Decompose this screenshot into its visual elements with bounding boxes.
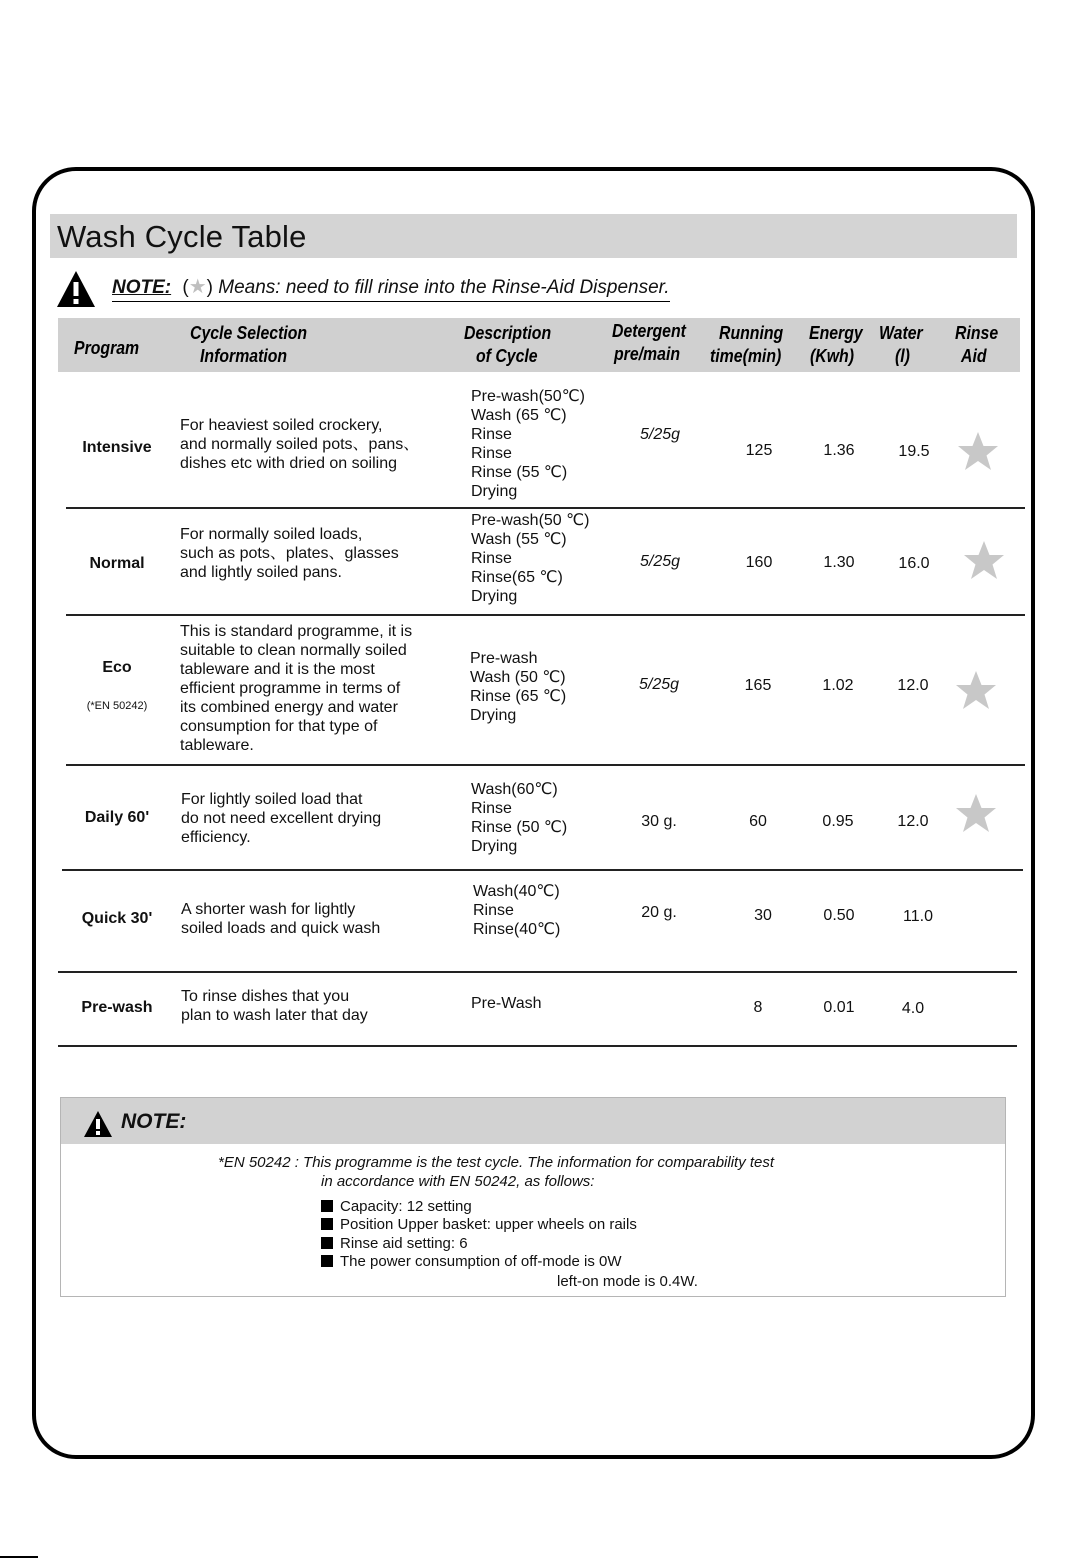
- desc-line: Drying: [471, 838, 518, 855]
- energy: 0.95: [822, 813, 854, 830]
- desc-line: Rinse (50 ℃): [471, 819, 568, 836]
- row-divider: [66, 507, 1025, 509]
- header-running-2: time(min): [710, 346, 782, 366]
- note-paren-open: (: [182, 277, 189, 298]
- note-bullet: [321, 1198, 472, 1215]
- program-name: Quick 30': [81, 910, 153, 927]
- program-name: Daily 60': [84, 809, 150, 826]
- energy: 0.01: [823, 999, 855, 1016]
- cycle-info: [180, 525, 399, 582]
- desc-line: Rinse: [471, 445, 512, 462]
- desc-line: Rinse (55 ℃): [471, 464, 568, 481]
- program-name: Pre-wash: [81, 999, 153, 1016]
- note-bullet: [321, 1216, 637, 1233]
- detergent: 30 g.: [641, 813, 677, 830]
- header-energy-2: (Kwh): [810, 346, 854, 366]
- cycle-info: [181, 900, 380, 938]
- cycle-description: [473, 882, 560, 939]
- info-line: suitable to clean normally soiled: [180, 642, 407, 659]
- running-time: 8: [753, 999, 763, 1016]
- program-name: Normal: [89, 555, 145, 572]
- note-bullet: [321, 1235, 468, 1252]
- info-line: and lightly soiled pans.: [180, 564, 342, 581]
- desc-line: Rinse: [471, 800, 512, 817]
- cycle-info: [180, 622, 412, 755]
- bullet-text: Rinse aid setting: 6: [340, 1235, 468, 1252]
- header-detergent-1: Detergent: [612, 321, 686, 341]
- desc-line: Drying: [470, 707, 517, 724]
- desc-line: Wash (55 ℃): [471, 531, 567, 548]
- desc-line: Rinse (65 ℃): [470, 688, 567, 705]
- header-running-1: Running: [719, 323, 784, 343]
- bullet-square-icon: [321, 1200, 333, 1212]
- desc-line: Rinse(40℃): [473, 921, 561, 938]
- info-line: consumption for that type of: [180, 718, 378, 735]
- note-bullet: [321, 1253, 622, 1270]
- bullet-square-icon: [321, 1218, 333, 1230]
- info-line: its combined energy and water: [180, 699, 398, 716]
- cycle-description: [471, 511, 589, 606]
- bullet-text: Capacity: 12 setting: [340, 1198, 472, 1215]
- water: 12.0: [897, 813, 929, 830]
- row-divider: [66, 614, 1025, 616]
- star-icon: ★: [188, 276, 207, 298]
- detergent: 5/25g: [639, 553, 681, 570]
- header-energy-1: Energy: [809, 323, 863, 343]
- note-box-header: [61, 1098, 1005, 1144]
- header-program: Program: [74, 338, 140, 358]
- desc-line: Wash(40℃): [473, 883, 560, 900]
- bullet-square-icon: [321, 1255, 333, 1267]
- water: 16.0: [898, 555, 930, 572]
- cycle-description: [471, 994, 542, 1013]
- running-time: 160: [745, 554, 773, 571]
- info-line: tableware and it is the most: [180, 661, 375, 678]
- row-divider: [66, 764, 1025, 766]
- rinse-aid-star-icon: [956, 430, 1000, 474]
- note-line-1: *EN 50242 : This programme is the test cycle. The information for comparability test: [218, 1154, 775, 1171]
- info-line: efficiency.: [181, 829, 251, 846]
- energy: 1.30: [823, 554, 855, 571]
- desc-line: Pre-wash(50 ℃): [471, 512, 590, 529]
- desc-line: Pre-wash: [470, 650, 538, 667]
- header-water-1: Water: [879, 323, 923, 343]
- desc-line: Rinse: [471, 550, 512, 567]
- note-description: Means: need to fill rinse into the Rinse-Aid Dispenser.: [218, 277, 670, 298]
- energy: 1.36: [823, 442, 855, 459]
- info-line: tableware.: [180, 737, 254, 754]
- warning-icon: [83, 1110, 113, 1138]
- info-line: To rinse dishes that you: [181, 988, 350, 1005]
- rinse-aid-star-icon: [954, 792, 998, 836]
- bullet-text: Position Upper basket: upper wheels on rails: [340, 1216, 637, 1233]
- info-line: This is standard programme, it is: [180, 623, 413, 640]
- info-line: and normally soiled pots、pans、: [180, 436, 420, 453]
- water: 11.0: [903, 908, 933, 925]
- energy: 1.02: [822, 677, 854, 694]
- header-desc-1: Description: [464, 323, 552, 343]
- info-line: soiled loads and quick wash: [181, 920, 381, 937]
- rinse-aid-note: [56, 268, 736, 310]
- page-title: Wash Cycle Table: [57, 219, 307, 254]
- water: 4.0: [901, 1000, 925, 1017]
- note-line-2: in accordance with EN 50242, as follows:: [321, 1173, 595, 1190]
- table-header: [58, 318, 1020, 372]
- desc-line: Wash (50 ℃): [470, 669, 566, 686]
- info-line: For lightly soiled load that: [181, 791, 363, 808]
- info-line: efficient programme in terms of: [180, 680, 401, 697]
- header-detergent-2: pre/main: [614, 344, 681, 364]
- desc-line: Pre-wash(50℃): [471, 388, 585, 405]
- page-edge-mark: [0, 1556, 38, 1558]
- water: 19.5: [898, 443, 930, 460]
- info-line: dishes etc with dried on soiling: [180, 455, 398, 472]
- note-paren-close: ): [206, 277, 213, 298]
- row-divider: [58, 1045, 1017, 1047]
- row-divider: [58, 971, 1017, 973]
- info-line: For heaviest soiled crockery,: [180, 417, 383, 434]
- program-name: Eco: [102, 659, 132, 676]
- info-line: such as pots、plates、glasses: [180, 545, 399, 562]
- rinse-aid-star-icon: [954, 669, 998, 713]
- warning-icon: [56, 270, 96, 308]
- cycle-description: [471, 780, 567, 856]
- cycle-description: [471, 387, 585, 501]
- en50242-note-box: [60, 1097, 1006, 1297]
- cycle-info: [180, 416, 419, 473]
- note-box-label: NOTE:: [121, 1110, 187, 1133]
- desc-line: Wash(60℃): [471, 781, 558, 798]
- rinse-aid-star-icon: [962, 539, 1006, 583]
- info-line: For normally soiled loads,: [180, 526, 363, 543]
- cycle-description: [470, 649, 566, 725]
- row-divider: [62, 869, 1023, 871]
- water: 12.0: [897, 677, 929, 694]
- info-line: do not need excellent drying: [181, 810, 382, 827]
- program-standard: (*EN 50242): [86, 700, 148, 712]
- program-name: Intensive: [82, 439, 152, 456]
- header-desc-2: of Cycle: [476, 346, 538, 366]
- header-rinse-2: Aid: [961, 346, 987, 366]
- detergent: 5/25g: [638, 676, 680, 693]
- energy: 0.50: [823, 907, 855, 924]
- note-line-last: left-on mode is 0.4W.: [557, 1273, 698, 1290]
- note-label: NOTE:: [112, 277, 172, 298]
- header-rinse-1: Rinse: [955, 323, 999, 343]
- cycle-info: [181, 790, 381, 847]
- running-time: 165: [744, 677, 772, 694]
- detergent: 5/25g: [639, 426, 681, 443]
- info-line: plan to wash later that day: [181, 1007, 368, 1024]
- running-time: 60: [749, 813, 767, 830]
- header-cycle-info-2: Information: [200, 346, 288, 366]
- cycle-info: [181, 987, 368, 1025]
- desc-line: Drying: [471, 588, 518, 605]
- note-text: [112, 274, 670, 302]
- detergent: 20 g.: [641, 904, 677, 921]
- bullet-square-icon: [321, 1237, 333, 1249]
- desc-line: Rinse: [473, 902, 514, 919]
- desc-line: Wash (65 ℃): [471, 407, 567, 424]
- header-cycle-info-1: Cycle Selection: [190, 323, 308, 343]
- desc-line: Pre-Wash: [471, 995, 542, 1012]
- running-time: 125: [745, 442, 773, 459]
- running-time: 30: [754, 907, 772, 924]
- desc-line: Rinse: [471, 426, 512, 443]
- desc-line: Rinse(65 ℃): [471, 569, 563, 586]
- info-line: A shorter wash for lightly: [181, 901, 356, 918]
- header-water-2: (l): [895, 346, 910, 366]
- title-bar: [50, 214, 1017, 258]
- desc-line: Drying: [471, 483, 518, 500]
- bullet-text: The power consumption of off-mode is 0W: [340, 1253, 622, 1270]
